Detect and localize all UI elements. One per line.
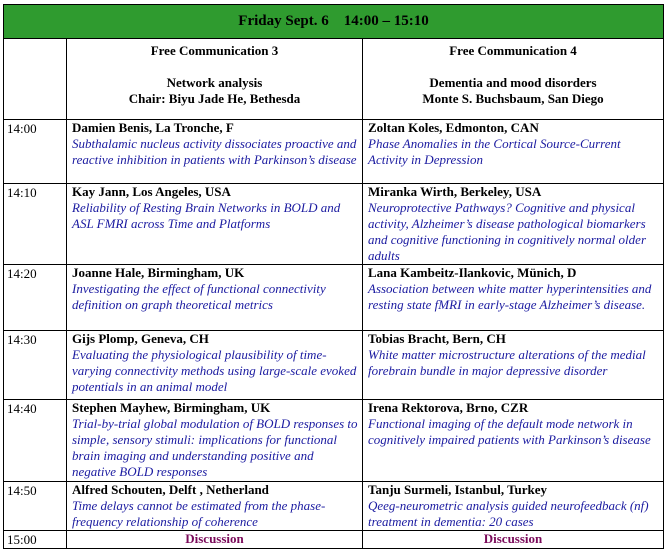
talk-left [67,482,363,531]
session-topic: Network analysis [166,75,263,90]
session-name: Free Communication 4 [449,43,577,58]
talk-right [363,120,664,184]
discussion-left: Discussion [67,531,363,549]
session-chair: Monte S. Buchsbaum, San Diego [422,91,604,106]
time-cell: 14:00 [4,120,67,184]
session-name: Free Communication 3 [150,43,279,58]
day-header [4,5,664,39]
schedule-row-final [4,531,664,549]
talk-left [67,184,363,265]
schedule-row [4,184,664,265]
talk-title: Investigating the effect of functional connectivity definition on graph theoretical metrics [72,281,326,312]
talk-title: Reliability of Resting Brain Networks in BOLD and ASL FMRI across Time and Platforms [72,200,341,231]
talk-author: Gijs Plomp, Geneva, CH [72,331,209,346]
schedule-row [4,331,664,400]
talk-author: Tanju Surmeli, Istanbul, Turkey [368,482,548,497]
time-cell: 14:50 [4,482,67,531]
talk-author: Tobias Bracht, Bern, CH [368,331,506,346]
talk-author: Miranka Wirth, Berkeley, USA [368,184,542,199]
talk-title: Time delays cannot be estimated from the phase-frequency relationship of coherence [72,498,326,529]
discussion-right: Discussion [363,531,664,549]
talk-title: Evaluating the physiological plausibility of time-varying connectivity methods using large-scale evoked potentials in an animal model [72,347,357,394]
talk-author: Joanne Hale, Birmingham, UK [72,265,245,280]
talk-right [363,400,664,482]
session-chair: Chair: Biyu Jade He, Bethesda [128,91,301,106]
talk-left [67,265,363,331]
talk-author: Alfred Schouten, Delft , Netherland [72,482,269,497]
schedule-row [4,482,664,531]
schedule-table [3,4,664,549]
talk-author: Kay Jann, Los Angeles, USA [72,184,231,199]
time-cell: 14:30 [4,331,67,400]
talk-left [67,400,363,482]
talk-title: Neuroprotective Pathways? Cognitive and physical activity, Alzheimer’s disease pathological biomarkers and cognitive functioning in cognitively normal older adults [368,200,647,263]
day-header-title: Friday Sept. 6 14:00 – 15:10 [238,13,429,29]
talk-right [363,331,664,400]
time-cell: 14:10 [4,184,67,265]
schedule-row [4,265,664,331]
session-topic: Dementia and mood disorders [429,75,597,90]
talk-author: Zoltan Koles, Edmonton, CAN [368,120,539,135]
time-cell: 14:20 [4,265,67,331]
talk-title: Functional imaging of the default mode network in cognitively impaired patients with Parkinson’s disease [368,416,651,447]
talk-right [363,265,664,331]
talk-title: Subthalamic nucleus activity dissociates proactive and reactive inhibition in patients with Parkinson’s disease [72,136,357,167]
talk-right [363,184,664,265]
schedule-row [4,400,664,482]
talk-left [67,331,363,400]
talk-author: Damien Benis, La Tronche, F [72,120,234,135]
time-cell: 15:00 [4,531,67,549]
talk-title: Qeeg-neurometric analysis guided neurofeedback (nf) treatment in dementia: 20 cases [368,498,649,529]
talk-left [67,120,363,184]
talk-title: White matter microstructure alterations of the medial forebrain bundle in major depressive disorder [368,347,646,378]
talk-title: Association between white matter hyperintensities and resting state fMRI in early-stage Alzheimer’s disease. [368,281,652,312]
schedule-row [4,120,664,184]
talk-author: Stephen Mayhew, Birmingham, UK [72,400,271,415]
talk-author: Irena Rektorova, Brno, CZR [368,400,529,415]
talk-right [363,482,664,531]
session-left [67,39,363,120]
time-cell: 14:40 [4,400,67,482]
talk-author: Lana Kambeitz-Ilankovic, Münich, D [368,265,577,280]
talk-title: Phase Anomalies in the Cortical Source-Current Activity in Depression [368,136,621,167]
time-column-blank [4,39,67,120]
session-right [363,39,664,120]
talk-title: Trial-by-trial global modulation of BOLD responses to simple, sensory stimuli: implications for functional brain imaging and understanding positive and negative BOLD responses [72,416,358,479]
